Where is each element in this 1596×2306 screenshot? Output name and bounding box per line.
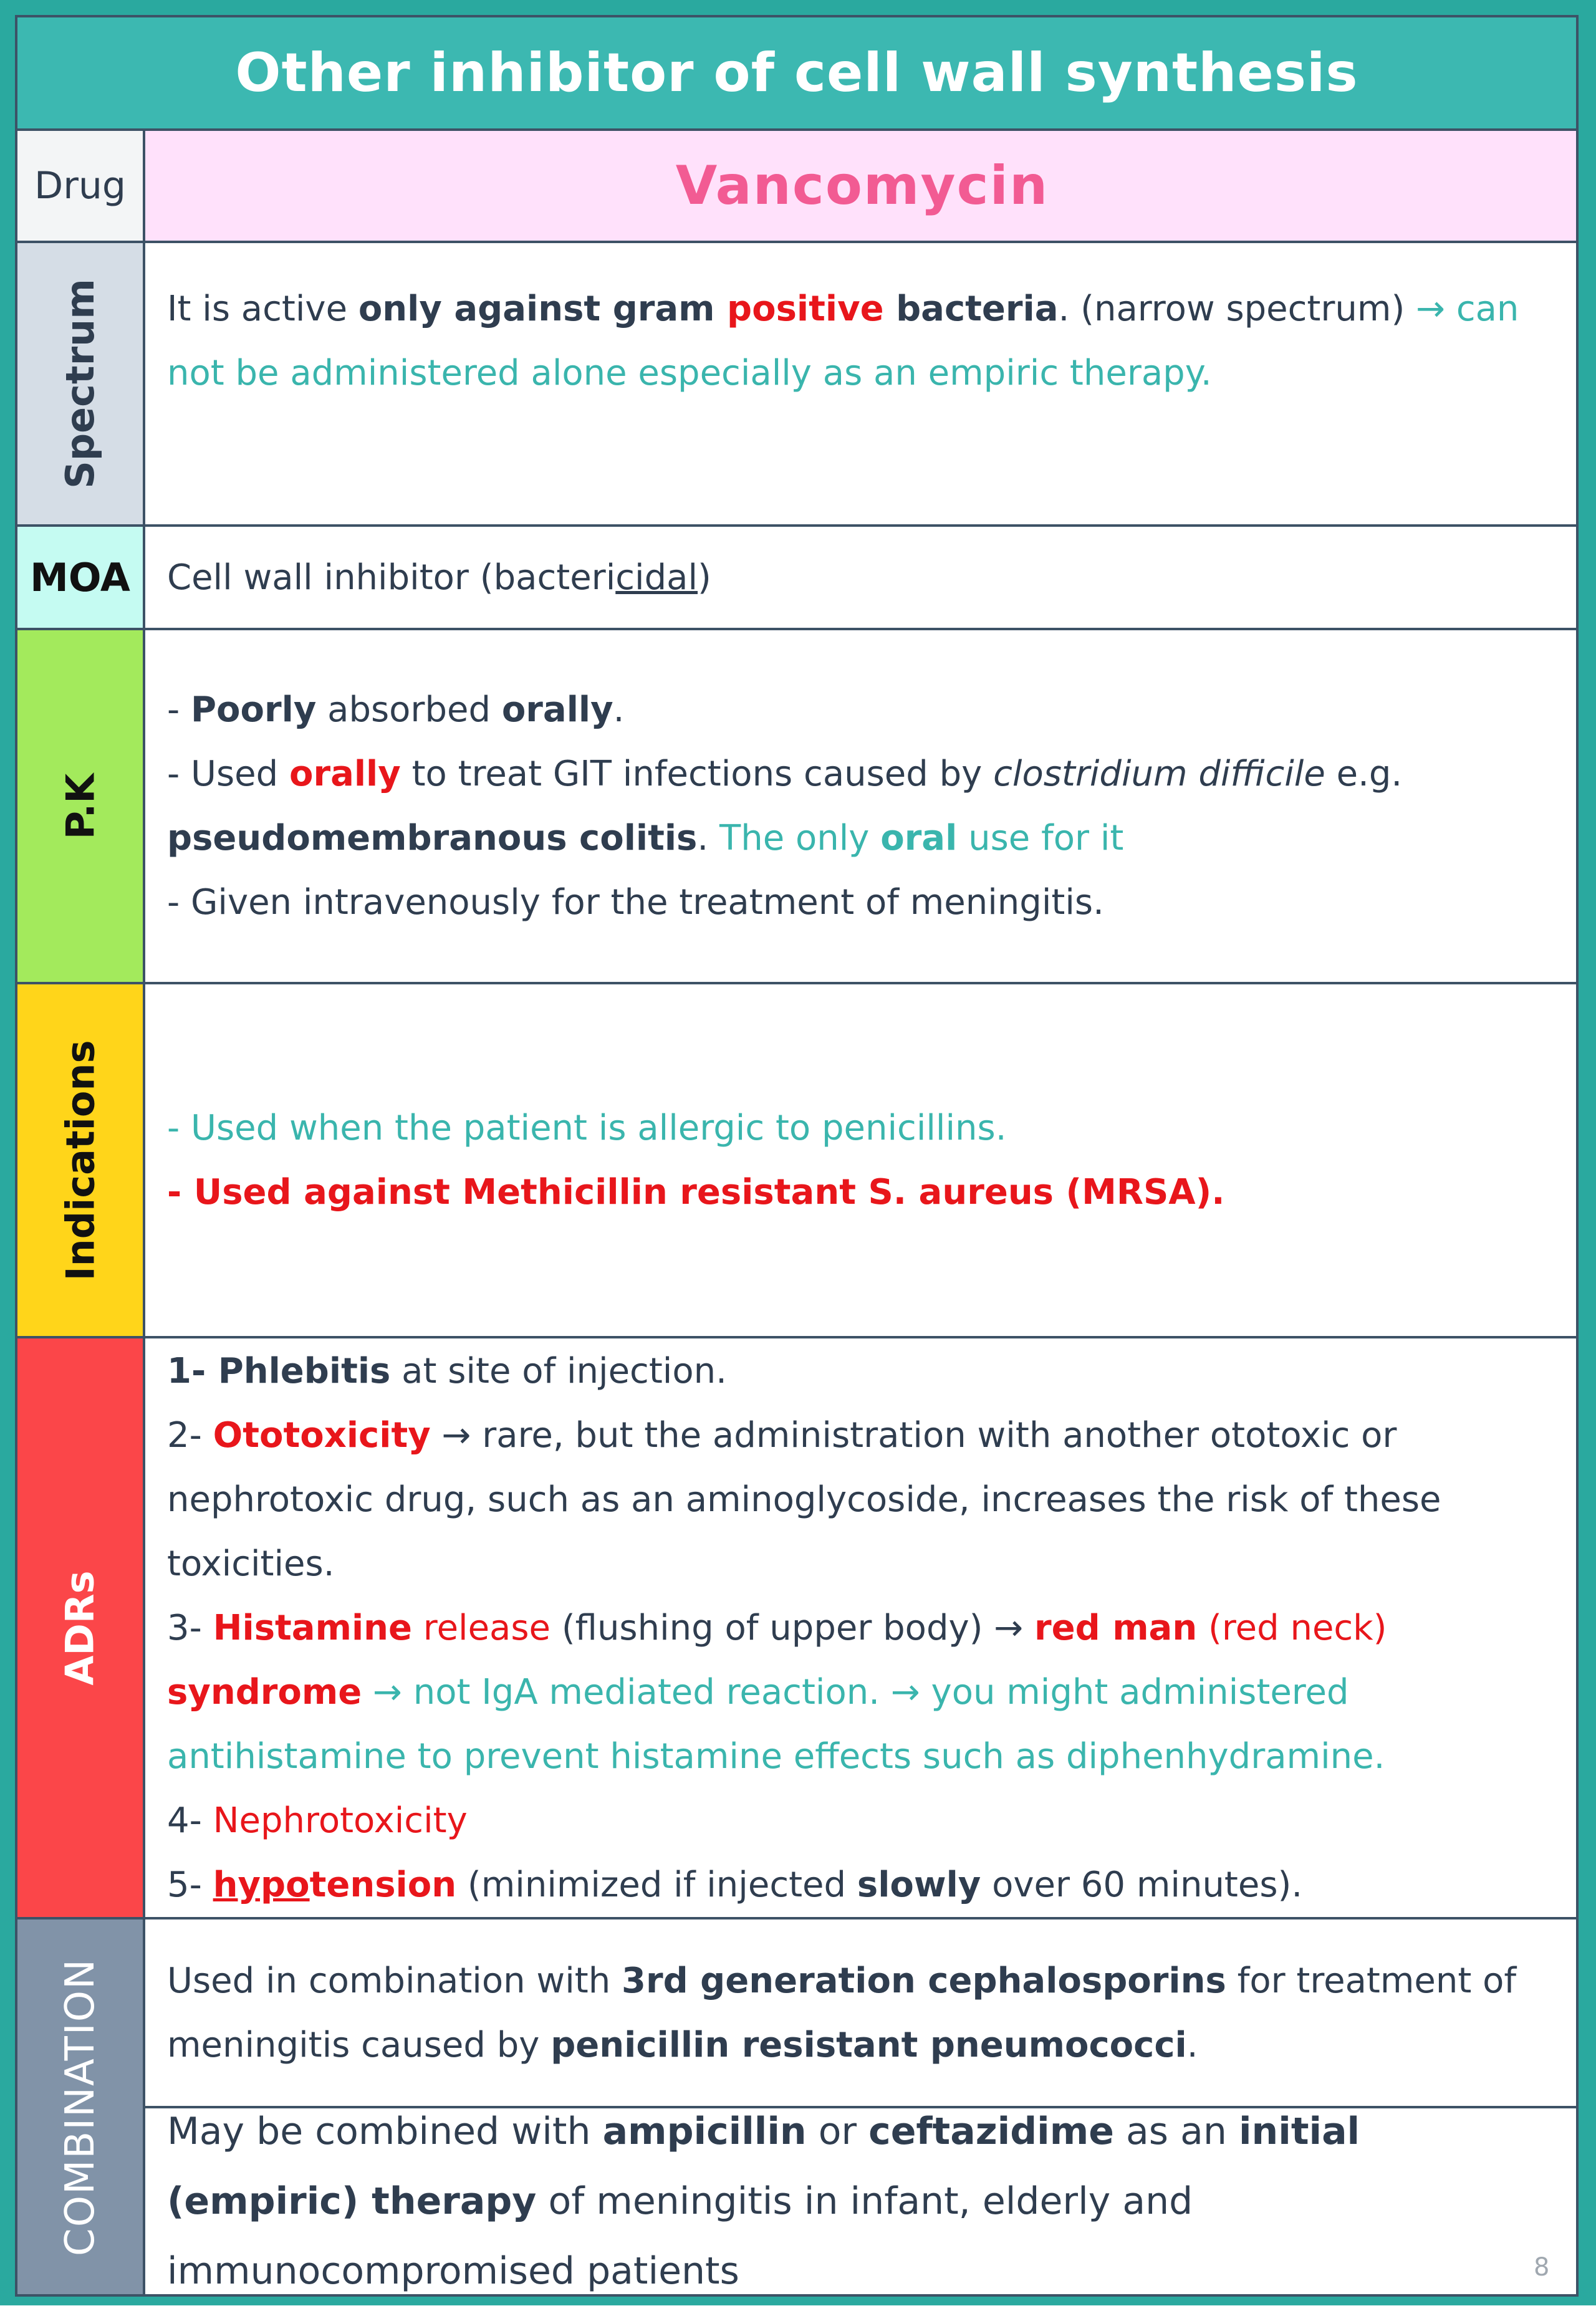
adrs-label-cell [17,1338,145,1919]
drug-label-cell [17,131,145,243]
adrs-label: ADRs [57,1570,103,1686]
indications-line-2: - Used against Methicillin resistant S. aureus (MRSA). [167,1172,1225,1213]
combination-content-1 [145,1919,1576,2108]
indications-label-cell [17,984,145,1338]
drug-name-cell [145,131,1576,243]
page-number: 8 [1534,2253,1550,2282]
pk-content [145,630,1576,984]
pk-line-2: - Used orally to treat GIT infections caused by clostridium difficile e.g. [167,754,1403,794]
adrs-line-3: 3- Histamine release (flushing of upper body) → red man (red neck) syndrome → not IgA mediated reaction. → you might administered antihistamine to prevent histamine effects such as diphenhydramine. [167,1607,1387,1777]
title-bar [17,17,1576,131]
moa-content [145,527,1576,630]
drug-label: Drug [34,164,126,208]
pk-line-4: - Given intravenously for the treatment of meningitis. [167,882,1104,923]
spectrum-label-cell [17,243,145,527]
adrs-line-4: 4- Nephrotoxicity [167,1800,468,1841]
spectrum-content [145,243,1576,527]
adrs-line-2: 2- Ototoxicity → rare, but the administration with another ototoxic or nephrotoxic drug, such as an aminoglycoside, increases the risk of these toxicities. [167,1415,1441,1584]
pk-line-1: - Poorly absorbed orally. [167,689,625,730]
combination-text-2: May be combined with ampicillin or ceftazidime as an initial (empiric) therapy of meningitis in infant, elderly and immunocompromised patients [167,2110,1360,2293]
combination-content-2 [145,2108,1576,2294]
indications-content [145,984,1576,1338]
adrs-content [145,1338,1576,1919]
page-title: Other inhibitor of cell wall synthesis [235,42,1358,104]
indications-line-1: - Used when the patient is allergic to penicillins. [167,1108,1007,1148]
combination-label-cell [17,1919,145,2294]
adrs-line-1: 1- Phlebitis at site of injection. [167,1350,727,1391]
combination-text-1: Used in combination with 3rd generation cephalosporins for treatment of meningitis caused by penicillin resistant pneumococci. [167,1960,1517,2065]
moa-text: Cell wall inhibitor (bactericidal) [167,557,711,598]
drug-table [15,15,1579,2297]
spectrum-text: It is active only against gram positive bacteria. (narrow spectrum) → can not be administered alone especially as an empiric therapy. [167,289,1519,393]
pk-label-cell [17,630,145,984]
adrs-line-5: 5- hypotension (minimized if injected slowly over 60 minutes). [167,1864,1303,1905]
indications-label: Indications [57,1040,103,1280]
pk-label: P.K [57,773,103,839]
moa-label: MOA [30,554,130,600]
pk-line-3: pseudomembranous colitis. The only oral use for it [167,818,1124,858]
spectrum-label: Spectrum [57,279,103,489]
combination-label: COMBINATION [57,1958,103,2256]
drug-name: Vancomycin [675,154,1049,217]
moa-label-cell [17,527,145,630]
